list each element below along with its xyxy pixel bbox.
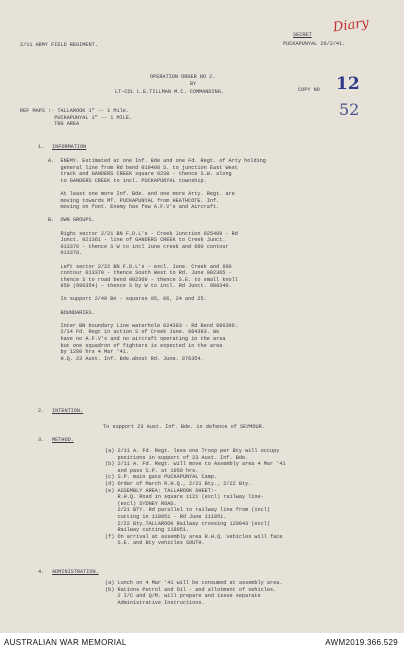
diary-stamp: Diary: [332, 15, 370, 36]
section-text: To support 23 Aust. Inf. Bde. in defence of SEYMOUR.: [103, 424, 265, 430]
section-heading: INFORMATION: [52, 144, 87, 150]
section-heading: INTENTION.: [52, 408, 84, 414]
section-number: 1.: [38, 144, 45, 150]
section-text: (a) 2/11 A. Fd. Regt. less one Troop per Bty will occupy positions in support of 23 Aust. Inf. Bde. (b) 2/11 A. Fd. Regt. will move to Assembly area 4 Mar '41 and pass S.P. at 1050 hrs. (c) S.P. main gate PUCKAPUNYAL Camp. (d) Order of March R.H.Q., 2/21 Bty., 2/22 Bty. (e) ASSEMBLY AREA: TALLAROOK SHEET:- R.H.Q. Road in square 1121 (excl) railway line- (excl) SYDNEY ROAD. 2/21 BTY. Rd parallel to railway line from (incl) cutting in 118051 - Rd June 111051. 2/22 Bty.TALLAROOK Railway crossing 129043 (excl) Railway cutting 118051. (f) On arrival at assembly area R.H.Q. vehicles will face S.E. and Bty vehicles SOUTH.: [105, 448, 286, 547]
footer-accession-id: AWM2019.366.529: [325, 638, 398, 647]
order-title: OPERATION ORDER NO 2.: [150, 74, 216, 80]
ref-maps: REF MAPS :- TALLAROOK 1" -- 1 Mile. PUCKAPUNYAL 1" -- 1 MILE. TRG AREA: [20, 108, 133, 128]
footer-institution: AUSTRALIAN WAR MEMORIAL: [4, 638, 127, 647]
section-text: (a) Lunch on 4 Mar '41 will be consumed at assembly area. (b) Rations Petrol and Oil - and allotment of vehicles. 2 I/C and Q/M. will prepare and issue separate Administrative Instructions.: [105, 580, 283, 606]
section-text: A. ENEMY. Estimated at one Inf. Bde and one Fd. Regt. of Arty holding general line from Rd bend 019408 S. to junction East West track and GANDERS CREEK square 0238 - thence S.W. along to GANDERS CREEK to incl. PUCKAPUNYAL township. At least one more Inf. Bde. and one more Arty. Regt. are moving towards MT. PUCKAPUNYAL from HEATHCOTE. Inf. moving on foot. Enemy has few A.F.V's and Aircraft. B. OWN GROUPS. Right sector 2/21 BN F.D.L's - Creek Junction 025409 - Rd Junct. 021361 - line of GANDERS CREEK to Creek Junct. 013376 - thence S W to incl June creek and 600 contour 013370. Left sector 2/22 BN F.D.L's - excl. June. Creek and 600 contour 013370 - thence South West to Rd. June 002365 - thence S to road bend 002360 - thence S.E. to small knoll 850 (996354) - thence S by W to incl. Rd Junct. 988340. In support 2/40 Bn - squares 05, 06, 24 and 25. BOUNDARIES. Inter BN boundary Line waterhole 024393 - Rd Bend 986396. 2/14 Fd. Regt in action S of Creek June. 064383. We have no A.F.V's and no aircraft operating in the area but one squadron of fighters is expected in the area by 1200 hrs 4 Mar '41. H.Q. 23 Aust. Inf. Bde.about Rd. June. 076354.: [48, 158, 266, 362]
section-number: 4.: [38, 569, 45, 575]
section-number: 2.: [38, 408, 45, 414]
unit-name: 2/11 ARMY FIELD REGIMENT.: [20, 42, 98, 48]
page-number: 52: [339, 100, 360, 119]
section-number: 3.: [38, 437, 45, 443]
section-heading: METHOD.: [52, 437, 74, 443]
commander: LT-COL L.E.TILLMAN M.C. COMMANDING.: [115, 89, 224, 95]
footer-bar: [0, 633, 404, 653]
classification: SECRET: [293, 32, 312, 38]
place-date: PUCKAPUNYAL 26/2/41.: [283, 41, 346, 47]
copy-number: 12: [336, 74, 360, 94]
copy-label: COPY NO: [298, 87, 320, 93]
section-heading: ADMINISTRATION.: [52, 569, 99, 575]
order-by: BY: [190, 81, 197, 87]
